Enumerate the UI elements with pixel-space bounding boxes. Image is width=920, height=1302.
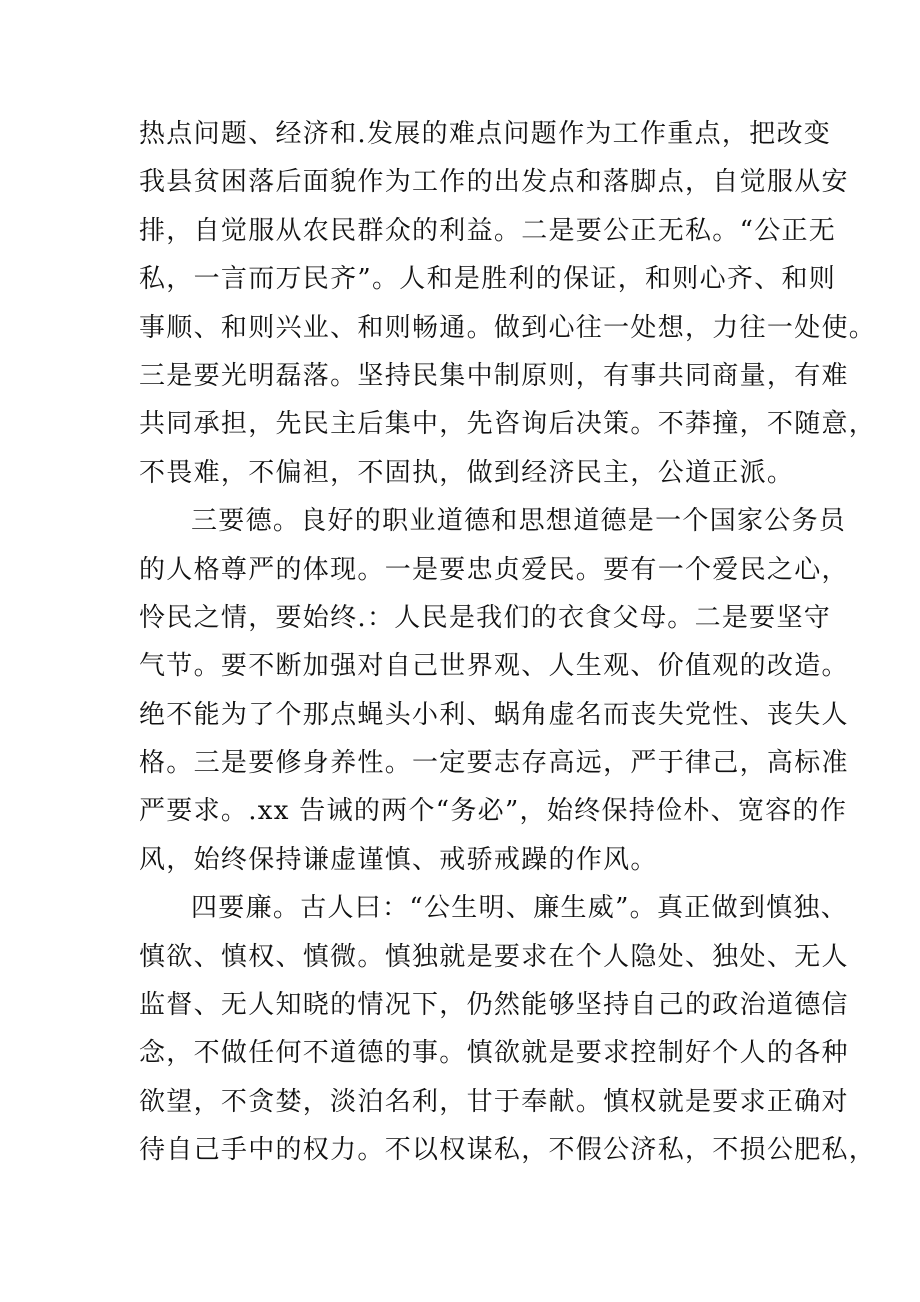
text-line: 念，不做任何不道德的事。慎欲就是要求控制好个人的各种 — [139, 1038, 849, 1069]
text-line: 不畏难，不偏袒，不固执，做到经济民主，公道正派。 — [139, 457, 795, 488]
text-line: 格。三是要修身养性。一定要志存高远，严于律己，高标准 — [139, 748, 849, 779]
text-line: 监督、无人知晓的情况下，仍然能够坚持自己的政治道德信 — [139, 990, 849, 1021]
text-line: 绝不能为了个那点蝇头小利、蜗角虚名而丧失党性、丧失人 — [139, 699, 849, 730]
text-line: 气节。要不断加强对自己世界观、人生观、价值观的改造。 — [139, 651, 849, 682]
text-line: 排，自觉服从农民群众的利益。二是要公正无私。“公正无 — [139, 215, 837, 246]
text-line: 欲望，不贪婪，淡泊名利，甘于奉献。慎权就是要求正确对 — [139, 1086, 849, 1117]
text-line: 共同承担，先民主后集中，先咨询后决策。不莽撞，不随意， — [139, 409, 877, 440]
text-line: 慎欲、慎权、慎微。慎独就是要求在个人隐处、独处、无人 — [139, 941, 849, 972]
text-line: 热点问题、经济和.发展的难点问题作为工作重点，把改变 — [139, 119, 832, 149]
document-body — [139, 110, 877, 1175]
paragraph-start-line: 四要廉。古人曰：“公生明、廉生威”。真正做到慎独、 — [191, 893, 849, 924]
text-line: 三是要光明磊落。坚持民集中制原则，有事共同商量，有难 — [139, 360, 849, 391]
text-line: 的人格尊严的体现。一是要忠贞爱民。要有一个爱民之心， — [139, 554, 849, 585]
text-line: 私，一言而万民齐”。人和是胜利的保证，和则心齐、和则 — [139, 264, 837, 295]
text-line: 待自己手中的权力。不以权谋私，不假公济私，不损公肥私， — [139, 1135, 877, 1166]
paragraph-start-line: 三要德。良好的职业道德和思想道德是一个国家公务员 — [191, 506, 847, 537]
text-line: 怜民之情，要始终.：人民是我们的衣食父母。二是要坚守 — [139, 602, 832, 633]
text-line: 严要求。.xx 告诫的两个“务必”，始终保持俭朴、宽容的作 — [139, 796, 848, 827]
text-line: 我县贫困落后面貌作为工作的出发点和落脚点，自觉服从安 — [139, 167, 849, 198]
text-line: 事顺、和则兴业、和则畅通。做到心往一处想，力往一处使。 — [139, 312, 877, 343]
text-line: 风，始终保持谦虚谨慎、戒骄戒躁的作风。 — [139, 844, 658, 875]
